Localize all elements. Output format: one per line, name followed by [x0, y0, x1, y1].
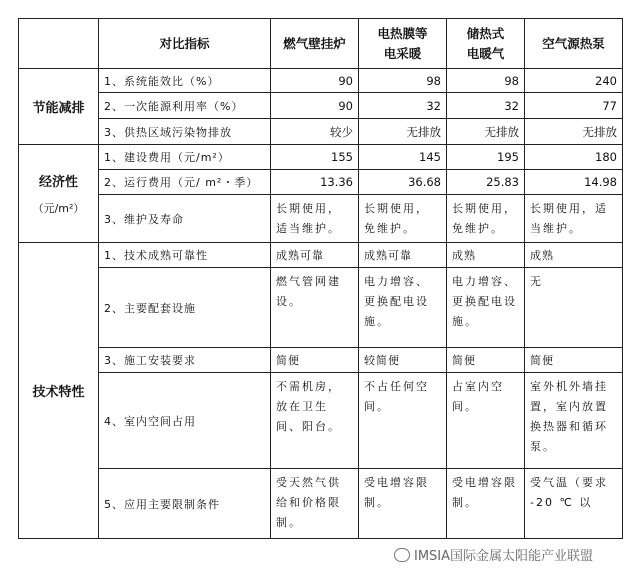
cell: 无 — [525, 268, 623, 348]
group-economy: 经济性 （元/m²） — [19, 145, 99, 243]
cell: 77 — [525, 93, 623, 119]
cell: 电力增容、更换配电设施。 — [359, 268, 447, 348]
header-compare: 对比指标 — [99, 19, 271, 69]
header-storage-heater: 储热式 电暖气 — [447, 19, 525, 69]
row-item: 1、建设费用（元/m²） — [99, 145, 271, 170]
cell: 较少 — [271, 119, 359, 145]
row-item: 2、运行费用（元/ m²・季） — [99, 170, 271, 195]
watermark — [390, 545, 597, 564]
cell: 155 — [271, 145, 359, 170]
header-gas-boiler: 燃气壁挂炉 — [271, 19, 359, 69]
cell: 不需机房，放在卫生间、阳台。 — [271, 373, 359, 469]
row-item: 1、系统能效比（%） — [99, 69, 271, 93]
row-item: 3、施工安装要求 — [99, 348, 271, 373]
cell: 电力增容、更换配电设施。 — [447, 268, 525, 348]
table-row — [19, 373, 623, 469]
header-row — [19, 19, 623, 69]
table-row — [19, 195, 623, 243]
cell: 98 — [359, 69, 447, 93]
cell: 成熟 — [525, 243, 623, 268]
cell: 受气温（要求 -20 ℃ 以 — [525, 469, 623, 539]
row-item: 3、维护及寿命 — [99, 195, 271, 243]
group-tech: 技术特性 — [19, 243, 99, 539]
row-item: 5、应用主要限制条件 — [99, 469, 271, 539]
cell: 不占任何空间。 — [359, 373, 447, 469]
cell: 无排放 — [525, 119, 623, 145]
table-row — [19, 119, 623, 145]
cell: 长期使用，适当维护。 — [525, 195, 623, 243]
cell: 145 — [359, 145, 447, 170]
table-row — [19, 469, 623, 539]
cell: 长期使用，免维护。 — [359, 195, 447, 243]
cell: 90 — [271, 69, 359, 93]
table-row — [19, 93, 623, 119]
table-row — [19, 69, 623, 93]
table-row — [19, 170, 623, 195]
cell: 180 — [525, 145, 623, 170]
cell: 室外机外墙挂置，室内放置换热器和循环泵。 — [525, 373, 623, 469]
cell: 32 — [447, 93, 525, 119]
cell: 受电增容限制。 — [447, 469, 525, 539]
table-row — [19, 145, 623, 170]
header-electric-film: 电热膜等 电采暖 — [359, 19, 447, 69]
watermark-text: IMSIA国际金属太阳能产业联盟 — [414, 549, 594, 564]
cell: 简便 — [525, 348, 623, 373]
cell: 成熟 — [447, 243, 525, 268]
cell: 240 — [525, 69, 623, 93]
cell: 13.36 — [271, 170, 359, 195]
cell: 简便 — [447, 348, 525, 373]
cell: 14.98 — [525, 170, 623, 195]
cell: 受天然气供给和价格限制。 — [271, 469, 359, 539]
table-row — [19, 268, 623, 348]
wechat-icon — [394, 548, 410, 562]
cell: 36.68 — [359, 170, 447, 195]
cell: 较简便 — [359, 348, 447, 373]
cell: 简便 — [271, 348, 359, 373]
group-energy: 节能减排 — [19, 69, 99, 145]
cell: 32 — [359, 93, 447, 119]
cell: 90 — [271, 93, 359, 119]
cell: 受电增容限制。 — [359, 469, 447, 539]
row-item: 2、主要配套设施 — [99, 268, 271, 348]
row-item: 4、室内空间占用 — [99, 373, 271, 469]
cell: 长期使用，适当维护。 — [271, 195, 359, 243]
table-row — [19, 243, 623, 268]
cell: 无排放 — [359, 119, 447, 145]
header-blank — [19, 19, 99, 69]
row-item: 2、一次能源利用率（%） — [99, 93, 271, 119]
comparison-table — [18, 18, 623, 539]
row-item: 3、供热区域污染物排放 — [99, 119, 271, 145]
header-heat-pump: 空气源热泵 — [525, 19, 623, 69]
cell: 195 — [447, 145, 525, 170]
cell: 98 — [447, 69, 525, 93]
cell: 25.83 — [447, 170, 525, 195]
cell: 占室内空间。 — [447, 373, 525, 469]
cell: 无排放 — [447, 119, 525, 145]
cell: 燃气管网建设。 — [271, 268, 359, 348]
table-row — [19, 348, 623, 373]
row-item: 1、技术成熟可靠性 — [99, 243, 271, 268]
cell: 成熟可靠 — [271, 243, 359, 268]
cell: 长期使用，免维护。 — [447, 195, 525, 243]
cell: 成熟可靠 — [359, 243, 447, 268]
